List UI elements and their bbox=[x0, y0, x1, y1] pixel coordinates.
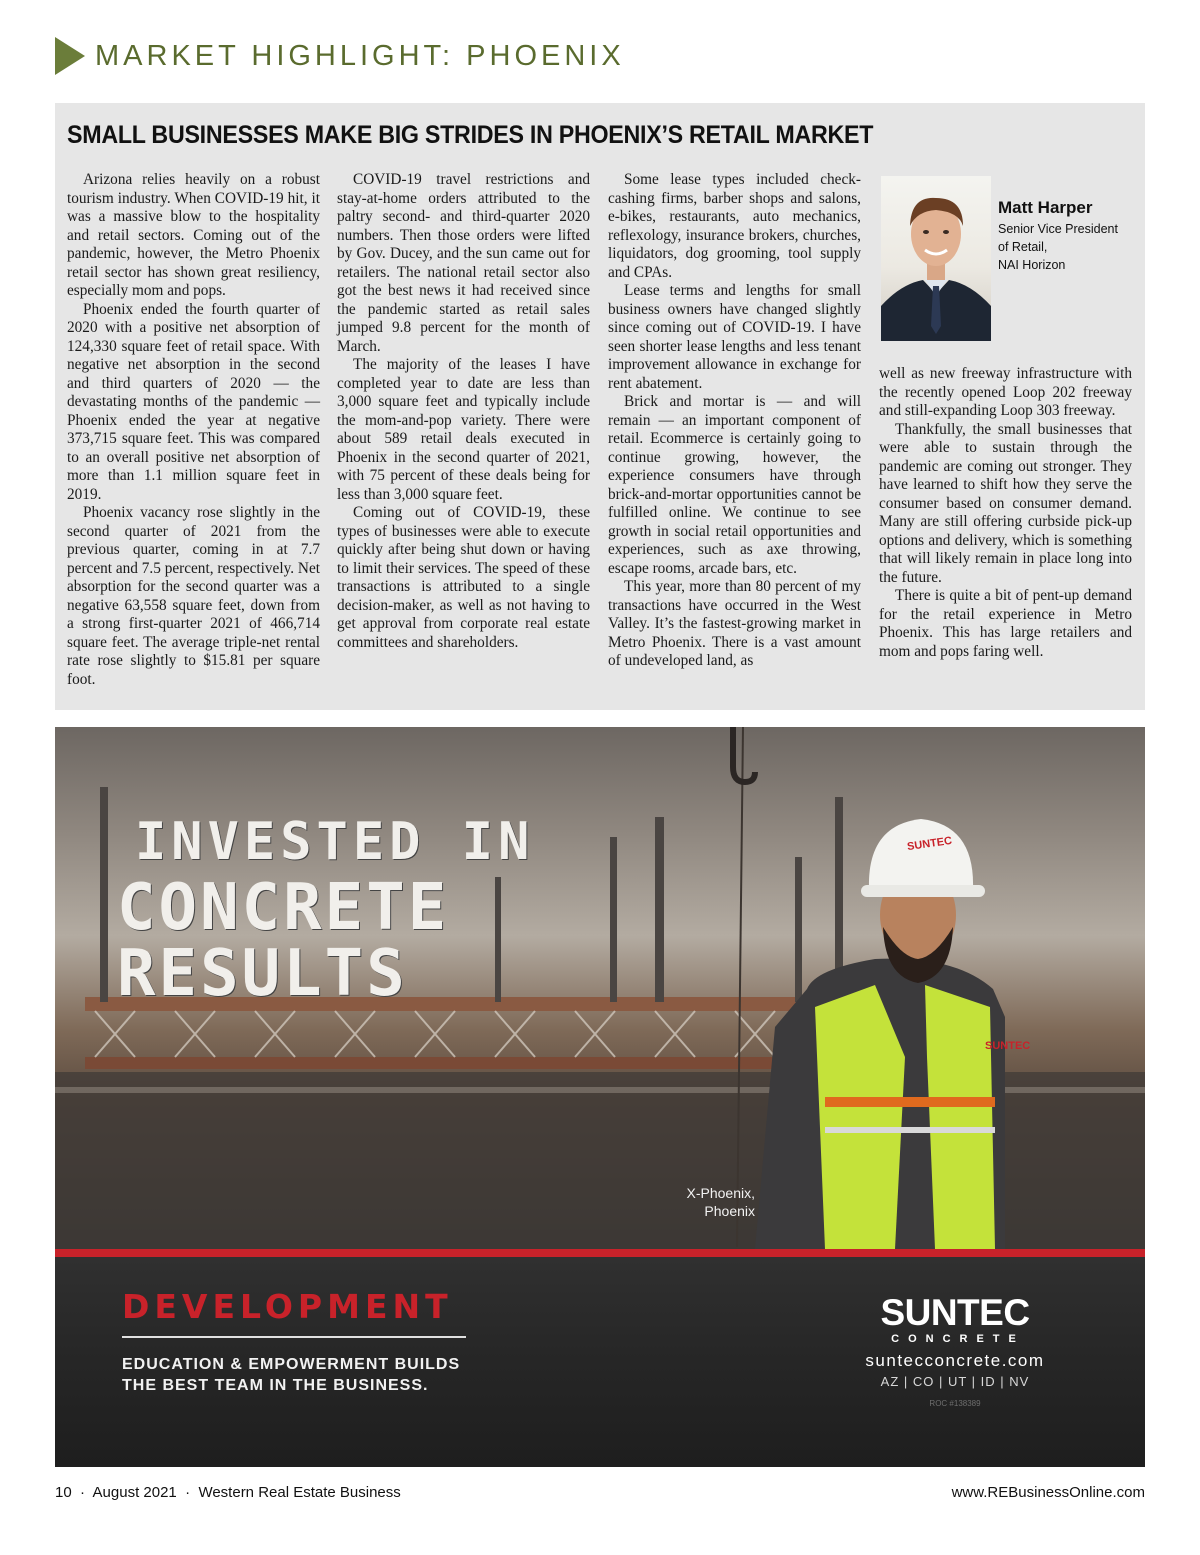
section-header bbox=[55, 36, 625, 76]
footer-website[interactable]: www.REBusinessOnline.com bbox=[951, 1484, 1145, 1501]
paragraph: The majority of the leases I have completed year to date are less than 3,000 square feet and typically include the mom-and-pop variety. There were about 589 retail deals executed in Phoenix in the second quarter of 2021, with 75 percent of these deals being for less than 3,000 square feet. bbox=[337, 356, 590, 503]
issue-date: August 2021 bbox=[92, 1484, 177, 1501]
paragraph: Some lease types included check-cashing firms, barber shops and salons, e-bikes, restaurants, auto mechanics, reflexology, insurance brokers, churches, liquidators, dog grooming, tool supply and CPAs. bbox=[608, 171, 861, 281]
article-column-4 bbox=[879, 365, 1132, 661]
page-number: 10 bbox=[55, 1484, 72, 1501]
ad-states: AZ | CO | UT | ID | NV bbox=[880, 1374, 1030, 1389]
helmet-logo: SUNTEC bbox=[906, 834, 953, 854]
ad-tagline-line: THE BEST TEAM IN THE BUSINESS. bbox=[122, 1377, 429, 1394]
vest-logo: SUNTEC bbox=[985, 1040, 1031, 1052]
article-column-2 bbox=[337, 171, 590, 652]
author-title-line: Senior Vice President bbox=[998, 222, 1118, 236]
publication-name: Western Real Estate Business bbox=[198, 1484, 401, 1501]
brand-name: SUNTEC bbox=[880, 1292, 1030, 1333]
photo-caption-line: Phoenix bbox=[704, 1203, 755, 1219]
ad-headline-line: INVESTED IN bbox=[135, 812, 535, 872]
photo-caption bbox=[655, 1184, 755, 1220]
brand-subtitle: CONCRETE bbox=[891, 1333, 1025, 1345]
author-title bbox=[998, 220, 1133, 274]
footer-left: 10 · August 2021 · Western Real Estate Business bbox=[55, 1484, 401, 1501]
paragraph: COVID-19 travel restrictions and stay-at-home orders attributed to the paltry second- and third-quarter 2020 numbers. Then those orders were lifted by Gov. Ducey, and the sun came out for retailers. The national retail sector also got the best news it had received since the pandemic started as retail sales jumped 9.8 percent for the month of March. bbox=[337, 171, 590, 355]
ad-headline-line: CONCRETE bbox=[117, 871, 450, 945]
author-title-line: NAI Horizon bbox=[998, 258, 1066, 272]
roc-number: ROC #138389 bbox=[929, 1399, 981, 1408]
suntec-logo bbox=[875, 1294, 1035, 1346]
author-photo bbox=[881, 176, 991, 341]
paragraph: Lease terms and lengths for small business owners have changed slightly since coming out of COVID-19. I have seen shorter lease lengths and less tenant improvement allowance in exchange for rent abatement. bbox=[608, 282, 861, 392]
paragraph: Coming out of COVID-19, these types of businesses were able to execute quickly after being shut down or having to limit their services. The speed of these transactions is attributed to a single decision-maker, as well as not having to get approval from corporate real estate committees and shareholders. bbox=[337, 504, 590, 651]
article-column-3 bbox=[608, 171, 861, 671]
author-title-line: of Retail, bbox=[998, 240, 1048, 254]
page-footer bbox=[55, 1484, 1145, 1506]
ad-headline bbox=[117, 809, 535, 1011]
divider bbox=[122, 1336, 466, 1338]
section-title: MARKET HIGHLIGHT: PHOENIX bbox=[95, 39, 625, 72]
photo-caption-line: X-Phoenix, bbox=[686, 1185, 755, 1201]
author-name: Matt Harper bbox=[998, 198, 1093, 217]
paragraph: This year, more than 80 percent of my transactions have occurred in the West Valley. It’s the fastest-growing market in Metro Phoenix. There is a vast amount of undeveloped land, as bbox=[608, 578, 861, 669]
ad-website[interactable]: suntecconcrete.com bbox=[865, 1351, 1045, 1370]
paragraph: Brick and mortar is — and will remain — an important component of retail. Ecommerce is certainly going to continue growing, however, the experience consumers have through brick-and-mortar opportunities cannot be fulfilled online. We continue to see growth in social retail opportunities and experiences, such as axe throwing, escape rooms, arcade bars, etc. bbox=[608, 393, 861, 577]
paragraph: There is quite a bit of pent-up demand for the retail experience in Metro Phoenix. This has large retailers and mom and pops faring well. bbox=[879, 587, 1132, 660]
article-box bbox=[55, 103, 1145, 710]
paragraph: Thankfully, the small businesses that were able to sustain through the pandemic are coming out stronger. They have learned to shift how they serve the consumer based on consumer demand. Many are still offering curbside pick-up options and delivery, which is something that will likely remain in place long into the future. bbox=[879, 420, 1132, 586]
suntec-advertisement bbox=[55, 727, 1145, 1467]
triangle-bullet-icon bbox=[55, 37, 85, 75]
author-card bbox=[881, 176, 1131, 341]
ad-headline-line: RESULTS bbox=[117, 937, 408, 1011]
paragraph: Arizona relies heavily on a robust tourism industry. When COVID-19 hit, it was a massive blow to the hospitality and retail sectors. Coming out of the pandemic, however, the Metro Phoenix retail sector has shown great resiliency, especially mom and pops. bbox=[67, 171, 320, 299]
paragraph: Phoenix ended the fourth quarter of 2020 with a positive net absorption of 124,330 square feet of retail space. With negative net absorption in the second and third quarters of 2020 — the devastating months of the pandemic — Phoenix ended the year at negative 373,715 square feet. This was compared to an overall positive net absorption of more than 1.1 million square feet in 2019. bbox=[67, 300, 320, 503]
paragraph: well as new freeway infrastructure with the recently opened Loop 202 freeway and still-expanding Loop 303 freeway. bbox=[879, 365, 1132, 419]
article-column-1 bbox=[67, 171, 320, 689]
article-headline: SMALL BUSINESSES MAKE BIG STRIDES IN PHOENIX’S RETAIL MARKET bbox=[67, 121, 874, 149]
development-heading: DEVELOPMENT bbox=[122, 1287, 453, 1326]
ad-tagline-line: EDUCATION & EMPOWERMENT BUILDS bbox=[122, 1356, 461, 1373]
ad-tagline bbox=[122, 1354, 460, 1396]
paragraph: Phoenix vacancy rose slightly in the second quarter of 2021 from the previous quarter, coming in at 7.7 percent and 7.5 percent, respectively. Net absorption for the second quarter was a negative 63,558 square feet, down from a strong first-quarter 2021 of 466,714 square feet. The average triple-net rental rate rose slightly to $15.81 per square foot. bbox=[67, 504, 320, 688]
